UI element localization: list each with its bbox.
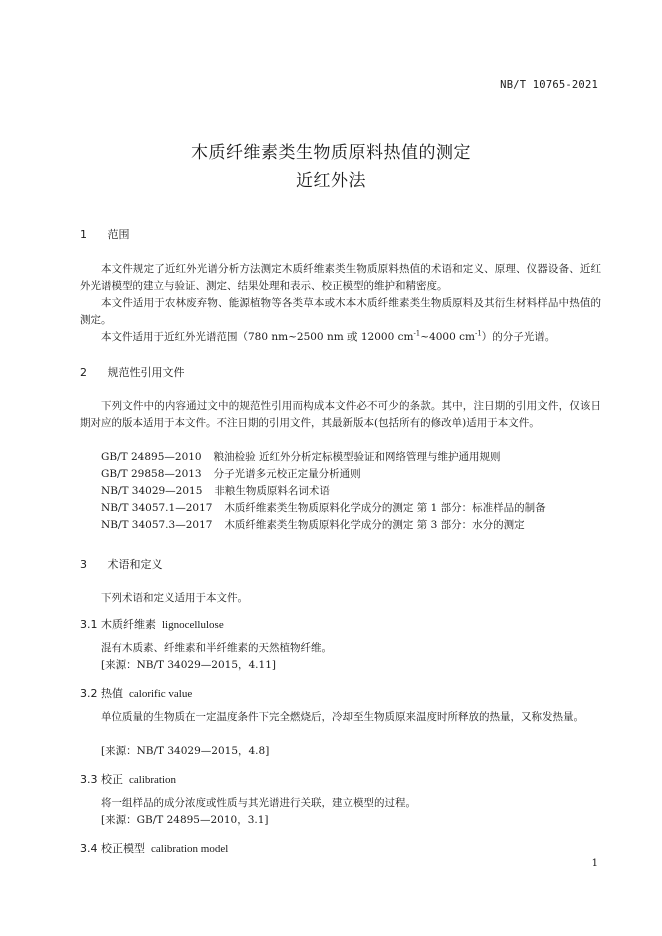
- section-title: 范围: [107, 228, 130, 241]
- reference-code: NB/T 34029—2015: [101, 485, 203, 497]
- document-subtitle: 近红外法: [296, 171, 366, 191]
- term-name: 热值: [101, 687, 123, 700]
- spectral-range-text-b: ~4000 cm: [420, 331, 475, 343]
- section-title: 规范性引用文件: [107, 366, 185, 379]
- reference-code: GB/T 24895—2010: [101, 451, 202, 463]
- term-heading: [80, 685, 192, 701]
- term-source: [来源：GB/T 24895—2010，3.1]: [101, 814, 269, 826]
- term-english: calibration model: [151, 843, 229, 855]
- reference-title: 木质纤维素类生物质原料化学成分的测定 第 3 部分：水分的测定: [224, 519, 525, 531]
- term-definition: 单位质量的生物质在一定温度条件下完全燃烧后，冷却至生物质原来温度时所释放的热量，又称发热量。: [101, 711, 584, 723]
- reference-title: 木质纤维素类生物质原料化学成分的测定 第 1 部分：标准样品的制备: [224, 502, 546, 514]
- term-heading: [80, 771, 176, 787]
- section-2-heading: [80, 364, 185, 380]
- reference-title: 粮油检验 近红外分析定标模型验证和网络管理与维护通用规则: [213, 451, 501, 463]
- section-number: 2: [80, 366, 87, 379]
- term-name: 校正模型: [101, 842, 145, 855]
- spectral-range-text-a: 本文件适用于近红外光谱范围（780 nm~2500 nm 或 12000 cm: [101, 331, 414, 343]
- reference-item: [101, 500, 546, 517]
- section-2-paragraph-1: 下列文件中的内容通过文中的规范性引用而构成本文件必不可少的条款。其中，注日期的引用文件，仅该日期对应的版本适用于本文件。不注日期的引用文件，其最新版本(包括所有的修改单)适用于本文件。: [80, 400, 601, 429]
- reference-code: GB/T 29858—2013: [101, 468, 202, 480]
- section-number: 1: [80, 228, 87, 241]
- term-number: 3.4: [80, 842, 98, 855]
- reference-item: [101, 449, 500, 466]
- document-title: 木质纤维素类生物质原料热值的测定: [191, 143, 471, 163]
- section-title: 术语和定义: [107, 558, 163, 571]
- term-source: [来源：NB/T 34029—2015，4.8]: [101, 745, 270, 757]
- term-english: lignocellulose: [162, 619, 224, 631]
- term-definition: 混有木质素、纤维素和半纤维素的天然植物纤维。: [101, 642, 332, 654]
- term-name: 木质纤维素: [101, 618, 156, 631]
- reference-item: [101, 517, 525, 534]
- term-name: 校正: [101, 773, 123, 786]
- standard-number: NB/T 10765-2021: [500, 79, 598, 91]
- page-number: 1: [591, 858, 598, 869]
- spectral-range-text-c: ）的分子光谱。: [481, 331, 556, 343]
- section-1-paragraph-3: [80, 329, 601, 346]
- section-1-paragraph-2: 本文件适用于农林废弃物、能源植物等各类草本或木本木质纤维素类生物质原料及其衍生材料样品中热值的测定。: [80, 297, 601, 326]
- term-number: 3.3: [80, 773, 98, 786]
- reference-item: [101, 466, 361, 483]
- reference-title: 非粮生物质原料名词术语: [214, 485, 330, 497]
- section-1-paragraph-1: 本文件规定了近红外光谱分析方法测定木质纤维素类生物质原料热值的术语和定义、原理、仪器设备、近红外光谱模型的建立与验证、测定、结果处理和表示、校正模型的维护和精密度。: [80, 263, 601, 292]
- term-english: calibration: [129, 774, 177, 786]
- section-3-intro: 下列术语和定义适用于本文件。: [101, 592, 248, 604]
- reference-item: [101, 483, 330, 500]
- superscript: -1: [474, 329, 482, 338]
- term-english: calorific value: [129, 688, 193, 700]
- section-1-heading: [80, 226, 130, 242]
- term-heading: [80, 616, 224, 632]
- term-definition: 将一组样品的成分浓度或性质与其光谱进行关联，建立模型的过程。: [101, 797, 416, 809]
- section-3-heading: [80, 556, 163, 572]
- term-number: 3.1: [80, 618, 98, 631]
- term-source: [来源：NB/T 34029—2015，4.11]: [101, 659, 276, 671]
- reference-code: NB/T 34057.3—2017: [101, 519, 213, 531]
- reference-title: 分子光谱多元校正定量分析通则: [213, 468, 361, 480]
- term-heading: [80, 840, 228, 856]
- term-number: 3.2: [80, 687, 98, 700]
- reference-code: NB/T 34057.1—2017: [101, 502, 213, 514]
- section-number: 3: [80, 558, 87, 571]
- superscript: -1: [413, 329, 421, 338]
